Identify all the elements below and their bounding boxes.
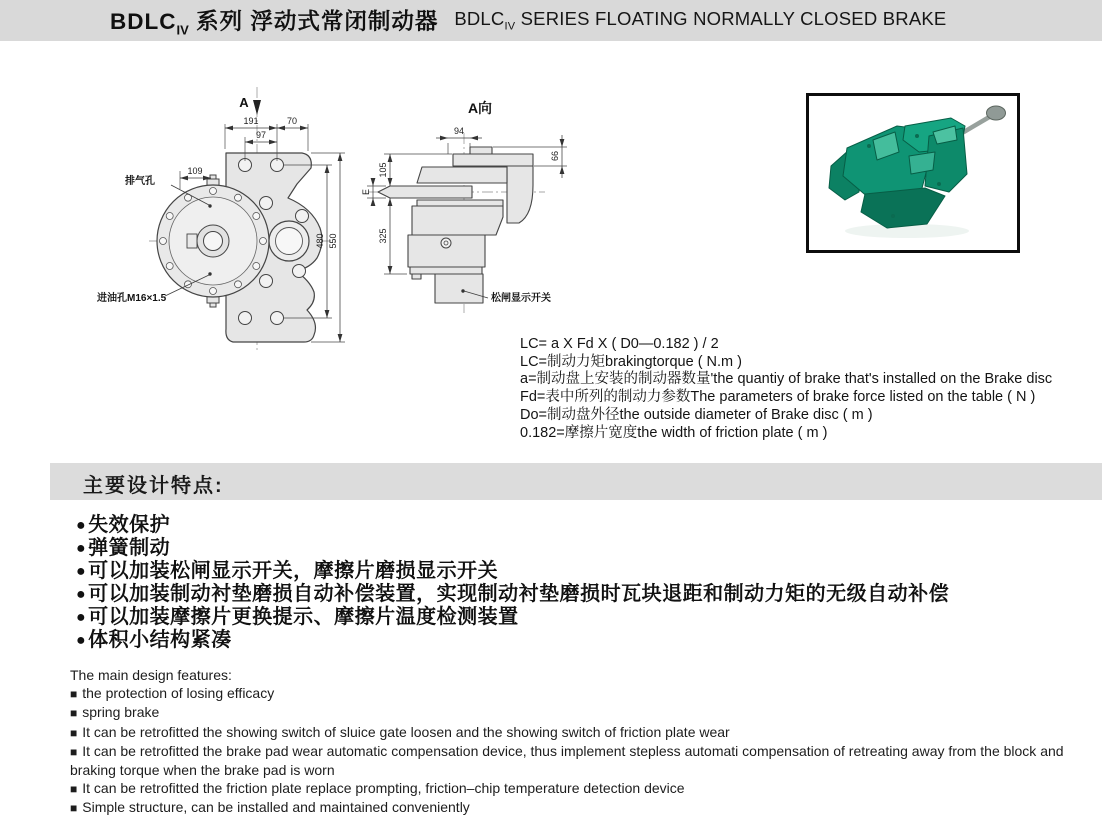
leader-dot (208, 272, 211, 275)
page-title-zh-text: 系列 浮动式常闭制动器 (196, 8, 439, 34)
dim-70: 70 (286, 116, 298, 126)
page-header (0, 0, 1102, 41)
formula-line: LC= a X Fd X ( D0—0.182 ) / 2 (520, 336, 719, 352)
bullet-square-icon: ■ (70, 706, 78, 721)
bullet-dot-icon: ● (76, 540, 87, 557)
list-item (76, 560, 1090, 583)
model-name-en: BDLC (454, 8, 505, 30)
feature-text: Simple structure, can be installed and maintained conveniently (82, 799, 470, 816)
release-switch-housing (435, 274, 483, 303)
exhaust-hole-label: 排气孔 (125, 176, 155, 187)
rod-cap (987, 106, 1006, 120)
bullet-square-icon: ■ (70, 744, 78, 759)
dim-105: 105 (378, 162, 388, 178)
dim-E: E (361, 188, 371, 196)
dim-191: 191 (243, 116, 259, 126)
feature-text: 可以加装松闸显示开关，摩擦片磨损显示开关 (88, 560, 499, 582)
dim-97: 97 (255, 130, 267, 140)
dim-550: 550 (328, 233, 338, 249)
feature-text: It can be retrofitted the friction plate replace prompting, friction–chip temperature detection device (82, 780, 685, 797)
dim-109: 109 (187, 166, 203, 176)
feature-text: 可以加装摩擦片更换提示、摩擦片温度检测装置 (88, 606, 519, 628)
formula-line: LC=制动力矩brakingtorque ( N.m ) (520, 353, 742, 370)
dim-94: 94 (453, 126, 465, 136)
side-view-title: A向 (467, 100, 493, 116)
formula-line: Do=制动盘外径the outside diameter of Brake disc ( m ) (520, 406, 873, 423)
formula-line: Fd=表中所列的制动力参数The parameters of brake force listed on the table ( N ) (520, 389, 1036, 406)
oil-inlet-label: 进油孔M16×1.5 (97, 293, 167, 304)
section-band (50, 463, 1102, 500)
list-item (70, 742, 1096, 779)
torque-formula-block (520, 336, 1098, 442)
page-title-en (454, 8, 946, 33)
disc-bore (269, 221, 309, 261)
feature-text: 弹簧制动 (88, 537, 171, 559)
formula-line: 0.182=摩擦片宽度the width of friction plate ( m ) (520, 424, 828, 441)
bullet-dot-icon: ● (76, 632, 87, 649)
list-item (76, 583, 1090, 606)
bullet-dot-icon: ● (76, 563, 87, 580)
brake-flange (157, 185, 269, 297)
bullet-square-icon: ■ (70, 725, 78, 740)
list-item (70, 684, 1096, 703)
feature-text: It can be retrofitted the brake pad wear automatic compensation device, thus implement stepless automati compensation of retreating away from the block and braking torque when the brake pad is worn (70, 742, 1064, 779)
feature-text: the protection of losing efficacy (82, 685, 275, 702)
list-item (70, 703, 1096, 722)
list-item (70, 723, 1096, 742)
list-item (76, 537, 1090, 560)
feature-text: It can be retrofitted the showing switch of sluice gate loosen and the showing switch of friction plate wear (82, 723, 730, 740)
leader-dot (461, 289, 464, 292)
list-item (76, 629, 1090, 652)
list-item (70, 779, 1096, 798)
section-arrow-label: A (239, 95, 249, 110)
brake-body (829, 118, 967, 228)
product-photo (806, 93, 1020, 253)
section-heading: 主要设计特点: (83, 475, 224, 497)
side-view-drawing (360, 85, 610, 325)
lever-arm (378, 186, 472, 198)
bullet-square-icon: ■ (70, 801, 78, 816)
feature-text: 失效保护 (88, 514, 171, 536)
section-arrow-icon (253, 100, 261, 115)
model-name: BDLC (110, 8, 177, 34)
feature-text: 体积小结构紧凑 (88, 629, 232, 651)
brake-side-body (378, 147, 533, 303)
front-view-drawing (85, 85, 380, 370)
list-item (76, 514, 1090, 537)
bullet-dot-icon: ● (76, 586, 87, 603)
dim-480: 480 (315, 233, 325, 249)
model-subscript-en: IV (504, 20, 516, 33)
bullet-dot-icon: ● (76, 609, 87, 626)
cover-bolt (441, 238, 451, 248)
feature-text: spring brake (82, 704, 160, 721)
bullet-square-icon: ■ (70, 687, 78, 702)
feature-text: 可以加装制动衬垫磨损自动补偿装置，实现制动衬垫磨损时瓦块退距和制动力矩的无级自动补偿 (88, 583, 950, 605)
list-intro: The main design features: (70, 667, 232, 683)
bullet-dot-icon: ● (76, 517, 87, 534)
features-list-en (70, 666, 1096, 818)
dim-325: 325 (378, 228, 388, 244)
leader-dot (208, 204, 211, 207)
page-title-zh (110, 4, 438, 38)
brake-photo-illustration (809, 96, 1017, 250)
list-item (76, 606, 1090, 629)
dim-66: 66 (550, 150, 560, 162)
page-title-en-text: SERIES FLOATING NORMALLY CLOSED BRAKE (520, 8, 947, 30)
bullet-square-icon: ■ (70, 782, 78, 797)
list-item (70, 798, 1096, 817)
features-list-zh (76, 514, 1090, 652)
formula-line: a=制动盘上安装的制动器数量'the quantiy of brake that's installed on the Brake disc (520, 371, 1053, 388)
release-switch-label: 松闸显示开关 (491, 293, 551, 304)
model-subscript: IV (176, 22, 189, 38)
